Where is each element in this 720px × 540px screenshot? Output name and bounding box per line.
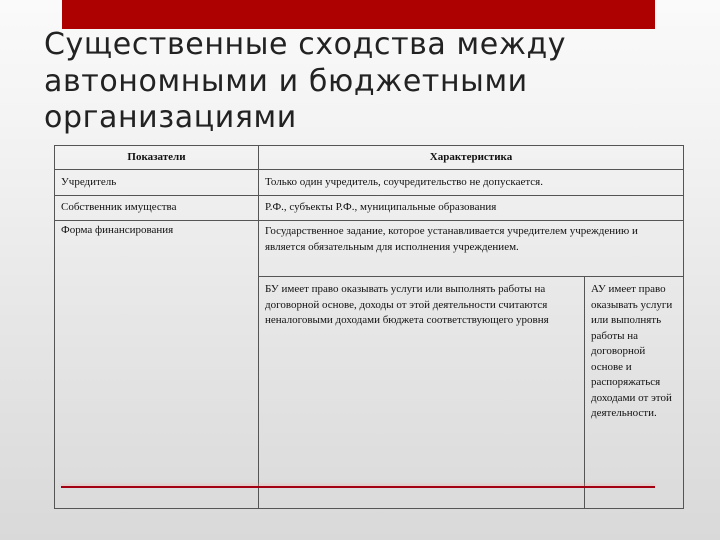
slide-title: Существенные сходства между автономными и бюджетными организациями <box>44 27 567 135</box>
row-value-founder: Только один учредитель, соучредительство не допускается. <box>259 170 684 196</box>
row-label-owner: Собственник имущества <box>55 196 259 221</box>
row-value-financing: Государственное задание, которое устанавливается учредителем учреждению и является обязательным для исполнения учреждением. <box>259 221 684 277</box>
cell-au-rights: АУ имеет право оказывать услуги или выполнять работы на договорной основе и распоряжаться доходами от этой деятельности. <box>585 277 684 509</box>
header-indicators: Показатели <box>55 146 259 170</box>
row-value-owner: Р.Ф., субъекты Р.Ф., муниципальные образования <box>259 196 684 221</box>
row-label-financing: Форма финансирования <box>55 221 259 509</box>
table-row <box>55 170 684 196</box>
top-accent-bar <box>62 0 655 29</box>
table-row <box>55 196 684 221</box>
table-row <box>55 221 684 277</box>
cell-bu-rights: БУ имеет право оказывать услуги или выполнять работы на договорной основе, доходы от этой деятельности считаются неналоговыми доходами бюджета соответствующего уровня <box>259 277 585 509</box>
header-characteristic: Характеристика <box>259 146 684 170</box>
bottom-accent-line <box>61 486 655 488</box>
row-label-founder: Учредитель <box>55 170 259 196</box>
comparison-table <box>54 145 684 509</box>
table-header-row <box>55 146 684 170</box>
